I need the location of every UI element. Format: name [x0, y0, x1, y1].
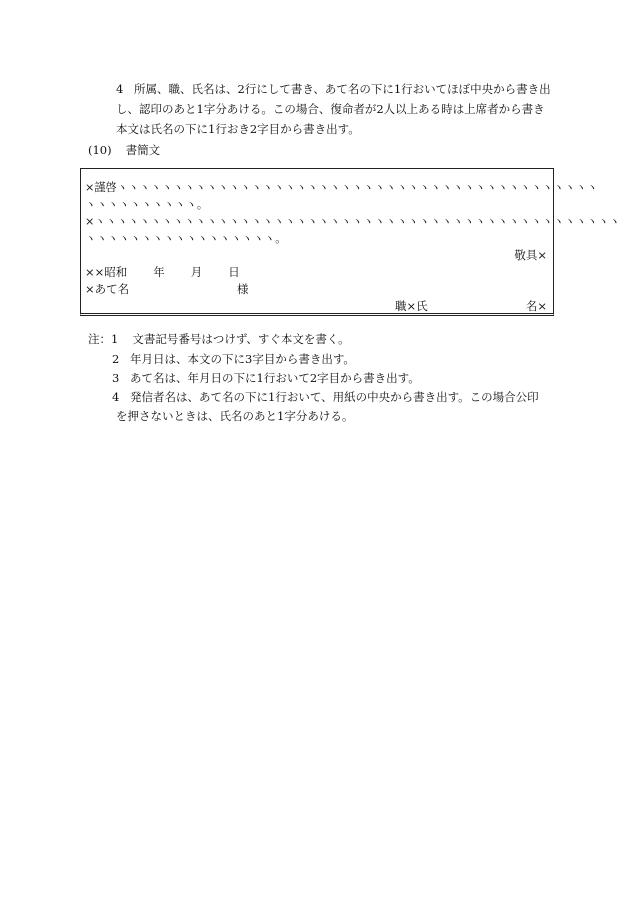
- section-heading: [88, 142, 160, 159]
- note-item-2: [112, 351, 355, 368]
- top-note-text-1: 所属、職、氏名は、2行にして書き、あて名の下に1行おいてほぼ中央から書き出: [134, 82, 551, 96]
- note-item-1: [88, 331, 350, 348]
- letter-sender-name: 名×: [525, 299, 547, 313]
- top-note-number: 4: [116, 82, 124, 96]
- letter-line-3: ×ヽヽヽヽヽヽヽヽヽヽヽヽヽヽヽヽヽヽヽヽヽヽヽヽヽヽヽヽヽヽヽヽヽヽヽヽヽヽヽヽヽヽヽヽヽヽヽ: [85, 215, 621, 228]
- letter-addressee: ×あて名: [85, 282, 130, 296]
- letter-sender-title: 職×氏: [395, 299, 428, 313]
- note-item-4-continuation: を押さないときは、氏名のあと1字分あける。: [116, 409, 354, 423]
- letter-line-1: ×謹啓ヽヽヽヽヽヽヽヽヽヽヽヽヽヽヽヽヽヽヽヽヽヽヽヽヽヽヽヽヽヽヽヽヽヽヽヽヽヽヽヽヽヽヽ: [85, 181, 598, 194]
- section-title: 書簡文: [125, 143, 161, 157]
- date-month: 月: [190, 265, 203, 279]
- note-item-4: [112, 389, 539, 406]
- note-number-4: 4: [112, 390, 120, 404]
- note-number-3: 3: [112, 371, 120, 385]
- top-note-line-1: [116, 81, 551, 98]
- letter-date: [85, 264, 240, 281]
- letter-closing: 敬具×: [514, 248, 547, 262]
- letter-sample-box: [80, 168, 621, 316]
- date-day: 日: [228, 265, 240, 279]
- letter-line-4: ヽヽヽヽヽヽヽヽヽヽヽヽヽヽヽヽヽ。: [85, 232, 287, 245]
- note-text-1: 文書記号番号はつけず、すぐ本文を書く。: [132, 332, 350, 346]
- note-text-3: あて名は、年月日の下に1行おいて2字目から書き出す。: [130, 371, 420, 385]
- note-item-3: [112, 370, 420, 387]
- note-text-2: 年月日は、本文の下に3字目から書き出す。: [130, 352, 355, 366]
- letter-line-2: ヽヽヽヽヽヽヽヽヽヽ。: [85, 198, 209, 211]
- date-year: 年: [153, 265, 165, 279]
- date-prefix: ××昭和: [85, 265, 128, 279]
- section-number: (10): [88, 143, 112, 157]
- top-note-line-2: し、認印のあと1字分あける。この場合、復命者が2人以上ある時は上席者から書き: [116, 102, 545, 116]
- note-text-4: 発信者名は、あて名の下に1行おいて、用紙の中央から書き出す。この場合公印: [130, 390, 539, 404]
- note-number-2: 2: [112, 352, 120, 366]
- top-note-line-3: 本文は氏名の下に1行おき2字目から書き出す。: [116, 122, 360, 136]
- letter-honorific: 様: [237, 282, 249, 296]
- notes-label: 注：1: [88, 332, 119, 346]
